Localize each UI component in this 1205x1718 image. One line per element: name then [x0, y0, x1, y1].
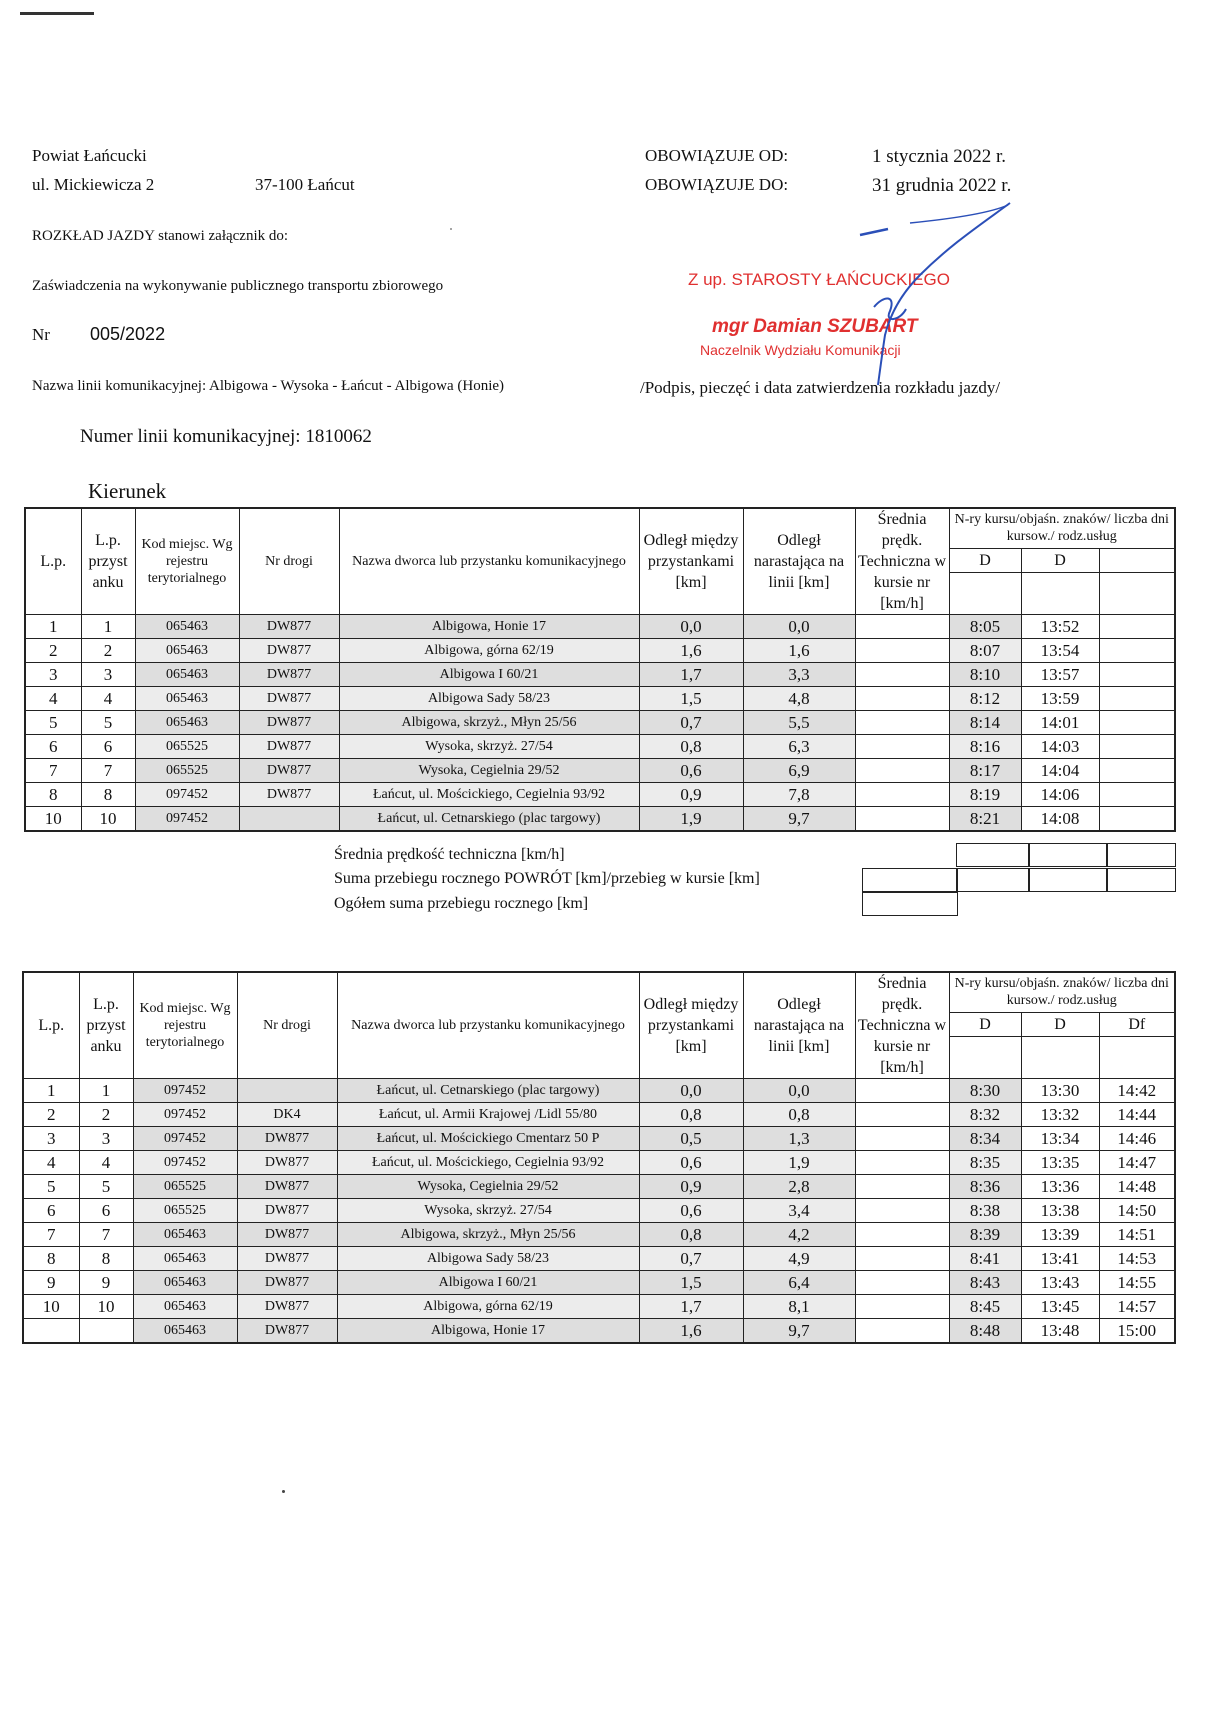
- col-stop-name: Nazwa dworca lub przystanku komunikacyjnego: [337, 972, 639, 1079]
- cell-lp: 6: [23, 1199, 79, 1223]
- cell-time: 8:30: [949, 1079, 1021, 1103]
- cell-lp: 10: [25, 807, 81, 832]
- course-code: [1099, 548, 1175, 572]
- col-courses: N-ry kursu/objaśn. znaków/ liczba dni kursow./ rodz.usług: [949, 508, 1175, 548]
- cell-time: 13:52: [1021, 615, 1099, 639]
- cell-dist-between: 1,9: [639, 807, 743, 832]
- cell-dist-total: 1,6: [743, 639, 855, 663]
- return-sum-box-3: [1028, 868, 1108, 892]
- certificate-line: Zaświadczenia na wykonywanie publicznego transportu zbiorowego: [32, 278, 444, 294]
- cell-time: [1099, 783, 1175, 807]
- table-row: [23, 1295, 1175, 1319]
- table-row: [23, 1223, 1175, 1247]
- col-code: Kod miejsc. Wg rejestru terytorialnego: [135, 508, 239, 615]
- cell-time: 13:36: [1021, 1175, 1099, 1199]
- total-sum-label: Ogółem suma przebiegu rocznego [km]: [334, 895, 589, 912]
- cell-time: 8:36: [949, 1175, 1021, 1199]
- cell-stop-name: Albigowa I 60/21: [337, 1271, 639, 1295]
- cell-lp: 7: [23, 1223, 79, 1247]
- valid-to-label: OBOWIĄZUJE DO:: [645, 175, 789, 194]
- cell-speed: [855, 1079, 949, 1103]
- annex-line: ROZKŁAD JAZDY stanowi załącznik do:: [32, 228, 289, 244]
- cell-stop-lp: 6: [79, 1199, 133, 1223]
- cell-code: 097452: [133, 1127, 237, 1151]
- cell-stop-lp: 10: [79, 1295, 133, 1319]
- cell-code: 065463: [135, 615, 239, 639]
- cell-time: 8:35: [949, 1151, 1021, 1175]
- cell-dist-between: 0,9: [639, 783, 743, 807]
- cell-speed: [855, 735, 949, 759]
- cell-time: [1099, 615, 1175, 639]
- cell-speed: [855, 1199, 949, 1223]
- cell-dist-between: 0,8: [639, 735, 743, 759]
- cell-stop-name: Albigowa Sady 58/23: [339, 687, 639, 711]
- cell-time: 8:10: [949, 663, 1021, 687]
- cell-time: 8:14: [949, 711, 1021, 735]
- cell-road: DW877: [237, 1271, 337, 1295]
- table-row: [23, 1103, 1175, 1127]
- cell-dist-total: 1,3: [743, 1127, 855, 1151]
- cell-time: 14:57: [1099, 1295, 1175, 1319]
- cell-time: 8:34: [949, 1127, 1021, 1151]
- cell-lp: 10: [23, 1295, 79, 1319]
- cell-stop-name: Wysoka, skrzyż. 27/54: [339, 735, 639, 759]
- cell-lp: [23, 1319, 79, 1344]
- cell-stop-name: Łańcut, ul. Cetnarskiego (plac targowy): [337, 1079, 639, 1103]
- cell-dist-total: 8,1: [743, 1295, 855, 1319]
- cell-code: 065463: [133, 1295, 237, 1319]
- cell-lp: 1: [23, 1079, 79, 1103]
- col-stop-lp: L.p. przyst anku: [79, 972, 133, 1079]
- cell-time: 14:04: [1021, 759, 1099, 783]
- table-row: [25, 783, 1175, 807]
- cell-stop-name: Albigowa, górna 62/19: [337, 1295, 639, 1319]
- cell-dist-total: 4,8: [743, 687, 855, 711]
- authority-name: Powiat Łańcucki: [32, 146, 147, 165]
- cell-stop-lp: 4: [81, 687, 135, 711]
- cell-lp: 6: [25, 735, 81, 759]
- cell-road: DW877: [237, 1127, 337, 1151]
- table-row: [23, 1271, 1175, 1295]
- cell-lp: 3: [25, 663, 81, 687]
- cell-dist-total: 5,5: [743, 711, 855, 735]
- cell-time: 8:32: [949, 1103, 1021, 1127]
- cell-time: 14:08: [1021, 807, 1099, 832]
- cell-road: DW877: [239, 663, 339, 687]
- line-number: Numer linii komunikacyjnej: 1810062: [80, 426, 372, 447]
- nr-label: Nr: [32, 325, 50, 344]
- cell-code: 065463: [135, 687, 239, 711]
- course-code: D: [949, 1012, 1021, 1036]
- table-row: [25, 759, 1175, 783]
- nr-value: 005/2022: [90, 324, 166, 344]
- cell-code: 097452: [135, 807, 239, 832]
- col-lp: L.p.: [23, 972, 79, 1079]
- scan-speck: [450, 228, 452, 230]
- avg-speed-box-1: [956, 843, 1030, 867]
- cell-dist-total: 6,9: [743, 759, 855, 783]
- cell-road: DW877: [237, 1247, 337, 1271]
- authority-city: 37-100 Łańcut: [255, 175, 355, 194]
- cell-code: 065463: [135, 663, 239, 687]
- cell-time: 14:01: [1021, 711, 1099, 735]
- cell-stop-lp: 4: [79, 1151, 133, 1175]
- cell-dist-total: 4,2: [743, 1223, 855, 1247]
- cell-speed: [855, 1127, 949, 1151]
- cell-stop-lp: 8: [79, 1247, 133, 1271]
- cell-code: 097452: [133, 1103, 237, 1127]
- cell-time: 13:39: [1021, 1223, 1099, 1247]
- cell-stop-lp: 2: [79, 1103, 133, 1127]
- cell-time: 13:41: [1021, 1247, 1099, 1271]
- line-name: Nazwa linii komunikacyjnej: Albigowa - Wysoka - Łańcut - Albigowa (Honie): [32, 378, 505, 394]
- cell-road: DW877: [237, 1295, 337, 1319]
- cell-dist-total: 9,7: [743, 1319, 855, 1344]
- cell-road: DK4: [237, 1103, 337, 1127]
- cell-time: 14:50: [1099, 1199, 1175, 1223]
- table-row: [25, 615, 1175, 639]
- handwritten-signature: [840, 195, 1020, 395]
- table-row: [23, 1127, 1175, 1151]
- cell-stop-name: Wysoka, Cegielnia 29/52: [339, 759, 639, 783]
- cell-code: 065463: [133, 1271, 237, 1295]
- cell-time: 13:30: [1021, 1079, 1099, 1103]
- cell-speed: [855, 1223, 949, 1247]
- cell-stop-name: Albigowa, górna 62/19: [339, 639, 639, 663]
- cell-time: 13:32: [1021, 1103, 1099, 1127]
- return-sum-box-4: [1106, 868, 1176, 892]
- stamp-authority: Z up. STAROSTY ŁAŃCUCKIEGO: [688, 270, 950, 289]
- cell-lp: 8: [23, 1247, 79, 1271]
- cell-code: 097452: [133, 1079, 237, 1103]
- cell-dist-total: 6,4: [743, 1271, 855, 1295]
- cell-time: [1099, 663, 1175, 687]
- table-row: [23, 1079, 1175, 1103]
- cell-dist-between: 0,7: [639, 711, 743, 735]
- scan-speck: [282, 1490, 285, 1493]
- col-dist-total: Odległ narastająca na linii [km]: [743, 972, 855, 1079]
- cell-stop-name: Łańcut, ul. Armii Krajowej /Lidl 55/80: [337, 1103, 639, 1127]
- cell-time: 8:07: [949, 639, 1021, 663]
- table-row: [25, 735, 1175, 759]
- cell-road: DW877: [239, 711, 339, 735]
- cell-road: DW877: [237, 1151, 337, 1175]
- stamp-person: mgr Damian SZUBART: [712, 316, 918, 337]
- cell-time: 14:46: [1099, 1127, 1175, 1151]
- cell-dist-total: 9,7: [743, 807, 855, 832]
- cell-road: DW877: [239, 615, 339, 639]
- cell-speed: [855, 1319, 949, 1344]
- col-road: Nr drogi: [239, 508, 339, 615]
- return-sum-box-2: [956, 868, 1030, 892]
- cell-lp: 5: [25, 711, 81, 735]
- cell-time: 13:48: [1021, 1319, 1099, 1344]
- cell-speed: [855, 807, 949, 832]
- cell-time: 13:59: [1021, 687, 1099, 711]
- cell-time: 13:38: [1021, 1199, 1099, 1223]
- cell-stop-lp: 5: [81, 711, 135, 735]
- total-sum-box: [862, 892, 958, 916]
- authority-street: ul. Mickiewicza 2: [32, 175, 155, 194]
- cell-dist-between: 0,5: [639, 1127, 743, 1151]
- cell-time: 13:34: [1021, 1127, 1099, 1151]
- signature-caption: /Podpis, pieczęć i data zatwierdzenia rozkładu jazdy/: [640, 378, 1001, 397]
- return-sum-box: [862, 868, 958, 892]
- cell-time: [1099, 759, 1175, 783]
- col-dist-between: Odległ między przystankami [km]: [639, 972, 743, 1079]
- cell-time: 14:06: [1021, 783, 1099, 807]
- cell-time: 8:16: [949, 735, 1021, 759]
- cell-road: DW877: [239, 639, 339, 663]
- cell-road: DW877: [239, 687, 339, 711]
- cell-dist-total: 3,3: [743, 663, 855, 687]
- cell-time: 13:57: [1021, 663, 1099, 687]
- cell-time: 14:44: [1099, 1103, 1175, 1127]
- cell-dist-between: 0,8: [639, 1103, 743, 1127]
- cell-lp: 8: [25, 783, 81, 807]
- cell-time: [1099, 687, 1175, 711]
- cell-dist-between: 1,6: [639, 639, 743, 663]
- cell-speed: [855, 663, 949, 687]
- avg-speed-label: Średnia prędkość techniczna [km/h]: [334, 846, 565, 863]
- col-speed: Średnia prędk. Techniczna w kursie nr [km/h]: [855, 972, 949, 1079]
- cell-speed: [855, 687, 949, 711]
- col-road: Nr drogi: [237, 972, 337, 1079]
- direction-label: Kierunek: [88, 479, 167, 503]
- cell-stop-lp: 3: [81, 663, 135, 687]
- col-lp: L.p.: [25, 508, 81, 615]
- cell-time: 15:00: [1099, 1319, 1175, 1344]
- avg-speed-box-2: [1028, 843, 1108, 867]
- cell-road: DW877: [237, 1223, 337, 1247]
- cell-stop-name: Łańcut, ul. Mościckiego, Cegielnia 93/92: [339, 783, 639, 807]
- cell-code: 065463: [135, 711, 239, 735]
- cell-time: 8:39: [949, 1223, 1021, 1247]
- col-dist-total: Odległ narastająca na linii [km]: [743, 508, 855, 615]
- scan-mark: [20, 12, 94, 15]
- cell-time: 8:43: [949, 1271, 1021, 1295]
- valid-to-value: 31 grudnia 2022 r.: [872, 175, 1012, 196]
- table-row: [25, 639, 1175, 663]
- cell-dist-between: 1,6: [639, 1319, 743, 1344]
- table-row: [23, 1319, 1175, 1344]
- cell-speed: [855, 783, 949, 807]
- cell-dist-total: 0,0: [743, 615, 855, 639]
- cell-dist-total: 6,3: [743, 735, 855, 759]
- valid-from-label: OBOWIĄZUJE OD:: [645, 146, 789, 165]
- table-row: [25, 687, 1175, 711]
- cell-code: 065525: [135, 759, 239, 783]
- cell-stop-lp: 9: [79, 1271, 133, 1295]
- course-code: D: [949, 548, 1021, 572]
- cell-dist-between: 1,5: [639, 687, 743, 711]
- cell-time: [1099, 711, 1175, 735]
- cell-time: 13:35: [1021, 1151, 1099, 1175]
- cell-time: 8:17: [949, 759, 1021, 783]
- timetable-outbound: [24, 507, 1176, 832]
- cell-time: 14:47: [1099, 1151, 1175, 1175]
- cell-code: 065525: [135, 735, 239, 759]
- cell-time: 8:48: [949, 1319, 1021, 1344]
- valid-from-value: 1 stycznia 2022 r.: [872, 146, 1007, 167]
- cell-code: 065463: [133, 1223, 237, 1247]
- cell-stop-name: Albigowa, skrzyż., Młyn 25/56: [339, 711, 639, 735]
- table-row: [25, 807, 1175, 832]
- table-row: [23, 1247, 1175, 1271]
- cell-stop-lp: 7: [79, 1223, 133, 1247]
- cell-time: 14:03: [1021, 735, 1099, 759]
- cell-dist-total: 3,4: [743, 1199, 855, 1223]
- cell-lp: 3: [23, 1127, 79, 1151]
- cell-dist-between: 1,5: [639, 1271, 743, 1295]
- cell-road: [237, 1079, 337, 1103]
- cell-code: 097452: [133, 1151, 237, 1175]
- cell-road: DW877: [237, 1319, 337, 1344]
- col-dist-between: Odległ między przystankami [km]: [639, 508, 743, 615]
- cell-lp: 2: [23, 1103, 79, 1127]
- cell-speed: [855, 759, 949, 783]
- cell-time: 13:43: [1021, 1271, 1099, 1295]
- cell-time: 13:45: [1021, 1295, 1099, 1319]
- cell-time: 8:05: [949, 615, 1021, 639]
- cell-time: 14:53: [1099, 1247, 1175, 1271]
- cell-time: 8:38: [949, 1199, 1021, 1223]
- cell-dist-total: 1,9: [743, 1151, 855, 1175]
- cell-stop-name: Łańcut, ul. Cetnarskiego (plac targowy): [339, 807, 639, 832]
- cell-road: [239, 807, 339, 832]
- cell-stop-lp: 3: [79, 1127, 133, 1151]
- table-row: [25, 663, 1175, 687]
- cell-time: 14:48: [1099, 1175, 1175, 1199]
- cell-code: 065463: [133, 1247, 237, 1271]
- avg-speed-box-3: [1106, 843, 1176, 867]
- cell-stop-name: Albigowa, skrzyż., Młyn 25/56: [337, 1223, 639, 1247]
- cell-dist-total: 2,8: [743, 1175, 855, 1199]
- cell-dist-between: 1,7: [639, 1295, 743, 1319]
- cell-time: 8:19: [949, 783, 1021, 807]
- cell-stop-lp: 1: [81, 615, 135, 639]
- cell-speed: [855, 1295, 949, 1319]
- col-stop-lp: L.p. przyst anku: [81, 508, 135, 615]
- cell-stop-lp: 10: [81, 807, 135, 832]
- cell-stop-name: Albigowa, Honie 17: [339, 615, 639, 639]
- cell-time: 13:54: [1021, 639, 1099, 663]
- cell-lp: 5: [23, 1175, 79, 1199]
- cell-time: 8:12: [949, 687, 1021, 711]
- col-courses: N-ry kursu/objaśn. znaków/ liczba dni kursow./ rodz.usług: [949, 972, 1175, 1012]
- table-row: [25, 711, 1175, 735]
- cell-dist-between: 0,0: [639, 1079, 743, 1103]
- cell-time: 14:51: [1099, 1223, 1175, 1247]
- cell-speed: [855, 1151, 949, 1175]
- cell-dist-total: 7,8: [743, 783, 855, 807]
- cell-time: [1099, 807, 1175, 832]
- cell-road: DW877: [237, 1175, 337, 1199]
- table-row: [23, 1175, 1175, 1199]
- cell-dist-between: 0,6: [639, 1199, 743, 1223]
- cell-time: 8:41: [949, 1247, 1021, 1271]
- cell-speed: [855, 1103, 949, 1127]
- cell-time: 14:42: [1099, 1079, 1175, 1103]
- cell-stop-name: Wysoka, skrzyż. 27/54: [337, 1199, 639, 1223]
- cell-speed: [855, 1247, 949, 1271]
- table-row: [23, 1199, 1175, 1223]
- cell-road: DW877: [239, 735, 339, 759]
- cell-stop-lp: 1: [79, 1079, 133, 1103]
- cell-dist-between: 0,8: [639, 1223, 743, 1247]
- cell-lp: 9: [23, 1271, 79, 1295]
- cell-code: 065525: [133, 1199, 237, 1223]
- cell-dist-between: 1,7: [639, 663, 743, 687]
- cell-dist-between: 0,7: [639, 1247, 743, 1271]
- timetable-return: [22, 971, 1176, 1344]
- col-stop-name: Nazwa dworca lub przystanku komunikacyjnego: [339, 508, 639, 615]
- cell-stop-lp: 5: [79, 1175, 133, 1199]
- cell-dist-total: 0,0: [743, 1079, 855, 1103]
- cell-stop-name: Wysoka, Cegielnia 29/52: [337, 1175, 639, 1199]
- cell-lp: 2: [25, 639, 81, 663]
- cell-speed: [855, 615, 949, 639]
- cell-road: DW877: [237, 1199, 337, 1223]
- cell-stop-lp: [79, 1319, 133, 1344]
- cell-road: DW877: [239, 759, 339, 783]
- cell-stop-lp: 7: [81, 759, 135, 783]
- cell-dist-between: 0,0: [639, 615, 743, 639]
- cell-lp: 4: [23, 1151, 79, 1175]
- cell-road: DW877: [239, 783, 339, 807]
- cell-lp: 7: [25, 759, 81, 783]
- cell-stop-name: Albigowa Sady 58/23: [337, 1247, 639, 1271]
- cell-dist-between: 0,6: [639, 1151, 743, 1175]
- course-code: D: [1021, 548, 1099, 572]
- cell-dist-total: 0,8: [743, 1103, 855, 1127]
- cell-code: 065463: [133, 1319, 237, 1344]
- cell-stop-name: Łańcut, ul. Mościckiego Cmentarz 50 P: [337, 1127, 639, 1151]
- cell-time: 8:21: [949, 807, 1021, 832]
- cell-time: 8:45: [949, 1295, 1021, 1319]
- table-row: [23, 1151, 1175, 1175]
- cell-lp: 4: [25, 687, 81, 711]
- cell-code: 065525: [133, 1175, 237, 1199]
- cell-speed: [855, 711, 949, 735]
- cell-lp: 1: [25, 615, 81, 639]
- course-code: Df: [1099, 1012, 1175, 1036]
- cell-dist-total: 4,9: [743, 1247, 855, 1271]
- cell-stop-name: Łańcut, ul. Mościckiego, Cegielnia 93/92: [337, 1151, 639, 1175]
- cell-stop-name: Albigowa I 60/21: [339, 663, 639, 687]
- cell-stop-lp: 2: [81, 639, 135, 663]
- cell-stop-lp: 8: [81, 783, 135, 807]
- cell-stop-name: Albigowa, Honie 17: [337, 1319, 639, 1344]
- col-code: Kod miejsc. Wg rejestru terytorialnego: [133, 972, 237, 1079]
- cell-code: 097452: [135, 783, 239, 807]
- cell-code: 065463: [135, 639, 239, 663]
- cell-speed: [855, 639, 949, 663]
- cell-time: 14:55: [1099, 1271, 1175, 1295]
- cell-time: [1099, 735, 1175, 759]
- cell-dist-between: 0,6: [639, 759, 743, 783]
- cell-time: [1099, 639, 1175, 663]
- stamp-position: Naczelnik Wydziału Komunikacji: [700, 342, 901, 358]
- cell-speed: [855, 1271, 949, 1295]
- cell-stop-lp: 6: [81, 735, 135, 759]
- cell-speed: [855, 1175, 949, 1199]
- col-speed: Średnia prędk. Techniczna w kursie nr [km/h]: [855, 508, 949, 615]
- course-code: D: [1021, 1012, 1099, 1036]
- return-sum-label: Suma przebiegu rocznego POWRÓT [km]/przebieg w kursie [km]: [334, 870, 760, 887]
- cell-dist-between: 0,9: [639, 1175, 743, 1199]
